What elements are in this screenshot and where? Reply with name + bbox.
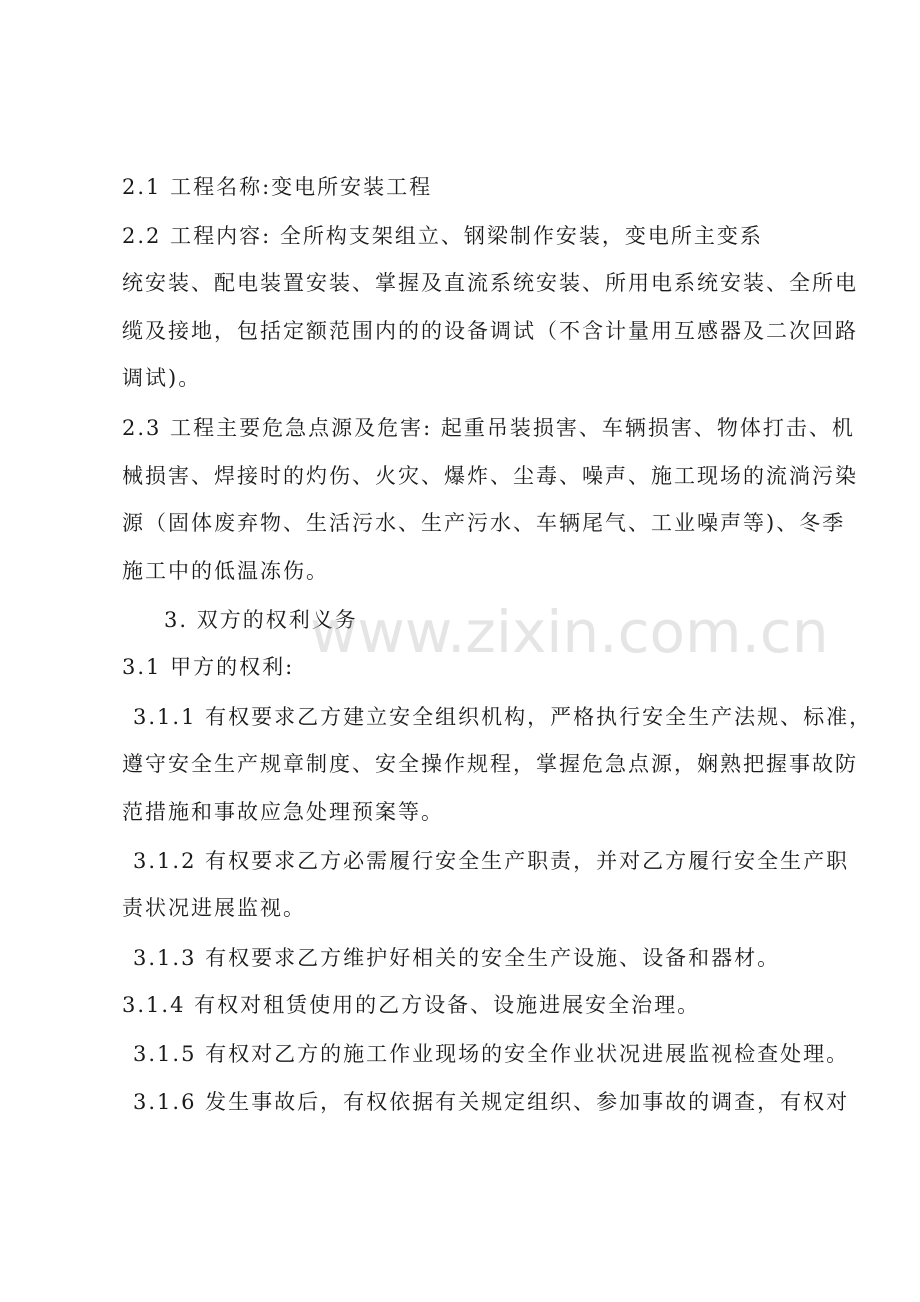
text-line: 械损害、焊接时的灼伤、火灾、爆炸、尘毒、噪声、施工现场的流淌污染 xyxy=(122,464,858,488)
text-line: 范措施和事故应急处理预案等。 xyxy=(122,800,444,824)
text-line: 源（固体废弃物、生活污水、生产污水、车辆尾气、工业噪声等)、冬季 xyxy=(122,511,846,535)
text-line: 调试)。 xyxy=(122,366,202,390)
text-line: 2.2 工程内容: 全所构支架组立、钢梁制作安装，变电所主变系 xyxy=(122,224,763,248)
text-line: 施工中的低温冻伤。 xyxy=(122,559,329,583)
text-line: 3.1.3 有权要求乙方维护好相关的安全生产设施、设备和器材。 xyxy=(133,946,781,970)
text-line: 统安装、配电装置安装、掌握及直流系统安装、所用电系统安装、全所电 xyxy=(122,271,858,295)
text-line: 责状况进展监视。 xyxy=(122,896,306,920)
text-line: 3.1.5 有权对乙方的施工作业现场的安全作业状况进展监视检查处理。 xyxy=(133,1042,850,1066)
text-line: 3.1.4 有权对租赁使用的乙方设备、设施进展安全治理。 xyxy=(122,993,701,1017)
text-line: 2.1 工程名称:变电所安装工程 xyxy=(122,175,433,199)
text-line: 缆及接地，包括定额范围内的的设备调试（不含计量用互感器及二次回路 xyxy=(122,319,858,343)
text-line: 3.1 甲方的权利: xyxy=(122,655,295,679)
text-line: 遵守安全生产规章制度、安全操作规程，掌握危急点源，娴熟把握事故防 xyxy=(122,752,858,776)
text-line: 2.3 工程主要危急点源及危害: 起重吊装损害、车辆损害、物体打击、机 xyxy=(122,416,855,440)
watermark: www.zixin.com.cn xyxy=(310,598,829,666)
text-line: 3.1.2 有权要求乙方必需履行安全生产职责，并对乙方履行安全生产职 xyxy=(133,849,850,873)
text-line: 3.1.6 发生事故后，有权依据有关规定组织、参加事故的调查，有权对 xyxy=(133,1090,850,1114)
text-line: 3.1.1 有权要求乙方建立安全组织机构，严格执行安全生产法规、标准， xyxy=(133,705,873,729)
section-heading: 3. 双方的权利义务 xyxy=(164,608,358,632)
